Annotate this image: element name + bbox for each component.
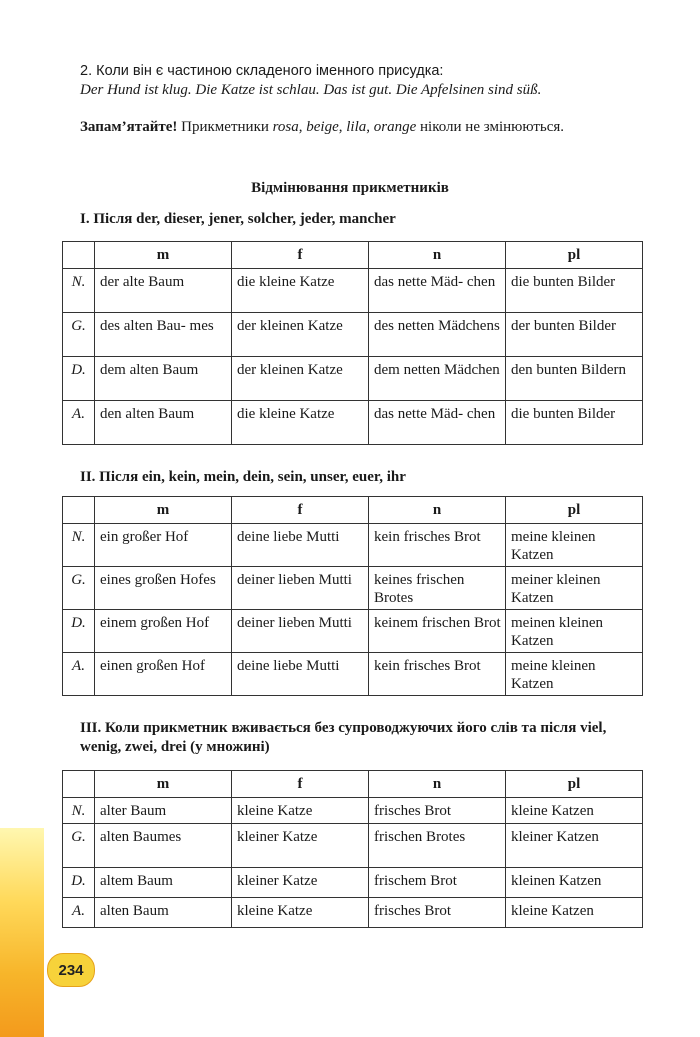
table-cell: kleinen Katzen	[506, 868, 643, 898]
case-label: D.	[63, 357, 95, 401]
note-word: orange	[373, 119, 417, 135]
case-label: A.	[63, 898, 95, 928]
table-cell: die kleine Katze	[232, 401, 369, 445]
table-cell: der kleinen Katze	[232, 313, 369, 357]
table-cell: den alten Baum	[95, 401, 232, 445]
table-header-row	[63, 771, 643, 798]
table-cell: kleiner Katzen	[506, 824, 643, 868]
case-label: A.	[63, 401, 95, 445]
table-row	[63, 868, 643, 898]
table-row	[63, 610, 643, 653]
remember-note: Запам’ятайте! Прикметники rosa, beige, lila, orange ніколи не змінюються.	[80, 119, 565, 135]
section-title-3: III. Коли прикметник вживається без супроводжуючих його слів та після viel, wenig, zwei, drei (у множині)	[80, 720, 607, 755]
table-row	[63, 898, 643, 928]
case-label: N.	[63, 269, 95, 313]
table-cell: dem alten Baum	[95, 357, 232, 401]
table-header-row	[63, 497, 643, 524]
header-f: f	[232, 771, 369, 798]
header-m: m	[95, 497, 232, 524]
section-title-1: I. Після der, dieser, jener, solcher, jeder, mancher	[80, 211, 396, 227]
table-cell: frisches Brot	[369, 898, 506, 928]
table-cell: frischen Brotes	[369, 824, 506, 868]
header-f: f	[232, 242, 369, 269]
table-row	[63, 401, 643, 445]
note-text-before: Прикметники	[177, 119, 273, 135]
header-n: n	[369, 242, 506, 269]
table-cell: kleine Katzen	[506, 898, 643, 928]
table-cell: kleiner Katze	[232, 824, 369, 868]
table-row	[63, 824, 643, 868]
intro-line-1: 2. Коли він є частиною складеного іменного присудка:	[80, 63, 444, 79]
page-number: 234	[47, 953, 95, 987]
case-label: N.	[63, 524, 95, 567]
table-cell: meinen kleinen Katzen	[506, 610, 643, 653]
table-cell: alten Baumes	[95, 824, 232, 868]
header-pl: pl	[506, 771, 643, 798]
intro-examples: Der Hund ist klug. Die Katze ist schlau. Das ist gut. Die Apfelsinen sind süß.	[80, 82, 542, 98]
table-cell: die kleine Katze	[232, 269, 369, 313]
table-cell: kleiner Katze	[232, 868, 369, 898]
table-cell: der bunten Bilder	[506, 313, 643, 357]
table-cell: alten Baum	[95, 898, 232, 928]
table-cell: die bunten Bilder	[506, 401, 643, 445]
table-cell: kleine Katze	[232, 898, 369, 928]
table-cell: der kleinen Katze	[232, 357, 369, 401]
declension-table-2	[62, 496, 643, 696]
case-label: N.	[63, 798, 95, 824]
table-cell: einem großen Hof	[95, 610, 232, 653]
table-row	[63, 357, 643, 401]
case-label: D.	[63, 610, 95, 653]
note-word: lila	[346, 119, 367, 135]
table-cell: dem netten Mädchen	[369, 357, 506, 401]
section-title-2: II. Після ein, kein, mein, dein, sein, unser, euer, ihr	[80, 469, 406, 485]
header-n: n	[369, 497, 506, 524]
table-cell: der alte Baum	[95, 269, 232, 313]
declension-table-3	[62, 770, 643, 928]
case-label: D.	[63, 868, 95, 898]
section-heading: Відмінювання прикметників	[251, 180, 449, 196]
table-cell: das nette Mäd- chen	[369, 269, 506, 313]
header-pl: pl	[506, 242, 643, 269]
table-cell: meine kleinen Katzen	[506, 653, 643, 696]
case-label: G.	[63, 567, 95, 610]
table-row	[63, 313, 643, 357]
case-label: A.	[63, 653, 95, 696]
table-cell: ein großer Hof	[95, 524, 232, 567]
side-decoration	[0, 828, 44, 1037]
table-row	[63, 524, 643, 567]
table-cell: deine liebe Mutti	[232, 653, 369, 696]
table-cell: eines großen Hofes	[95, 567, 232, 610]
table-cell: keinem frischen Brot	[369, 610, 506, 653]
table-cell: des alten Bau- mes	[95, 313, 232, 357]
table-cell: frisches Brot	[369, 798, 506, 824]
table-cell: deiner lieben Mutti	[232, 567, 369, 610]
declension-table-1	[62, 241, 643, 445]
table-cell: meine kleinen Katzen	[506, 524, 643, 567]
case-label: G.	[63, 313, 95, 357]
table-cell: keines frischen Brotes	[369, 567, 506, 610]
table-cell: die bunten Bilder	[506, 269, 643, 313]
header-f: f	[232, 497, 369, 524]
table-cell: deiner lieben Mutti	[232, 610, 369, 653]
table-row	[63, 269, 643, 313]
header-m: m	[95, 242, 232, 269]
table-cell: kleine Katzen	[506, 798, 643, 824]
table-cell: meiner kleinen Katzen	[506, 567, 643, 610]
table-cell: kein frisches Brot	[369, 524, 506, 567]
table-cell: des netten Mädchens	[369, 313, 506, 357]
header-m: m	[95, 771, 232, 798]
note-word: rosa	[272, 119, 299, 135]
table-cell: einen großen Hof	[95, 653, 232, 696]
header-n: n	[369, 771, 506, 798]
table-cell: den bunten Bildern	[506, 357, 643, 401]
case-label: G.	[63, 824, 95, 868]
header-pl: pl	[506, 497, 643, 524]
table-cell: altem Baum	[95, 868, 232, 898]
table-row	[63, 567, 643, 610]
table-cell: kleine Katze	[232, 798, 369, 824]
table-row	[63, 798, 643, 824]
note-word: beige	[306, 119, 339, 135]
table-row	[63, 653, 643, 696]
note-text-after: ніколи не змінюються.	[416, 119, 565, 135]
table-cell: das nette Mäd- chen	[369, 401, 506, 445]
table-cell: alter Baum	[95, 798, 232, 824]
table-cell: frischem Brot	[369, 868, 506, 898]
remember-label: Запам’ятайте!	[80, 119, 178, 135]
table-cell: kein frisches Brot	[369, 653, 506, 696]
table-cell: deine liebe Mutti	[232, 524, 369, 567]
table-header-row	[63, 242, 643, 269]
